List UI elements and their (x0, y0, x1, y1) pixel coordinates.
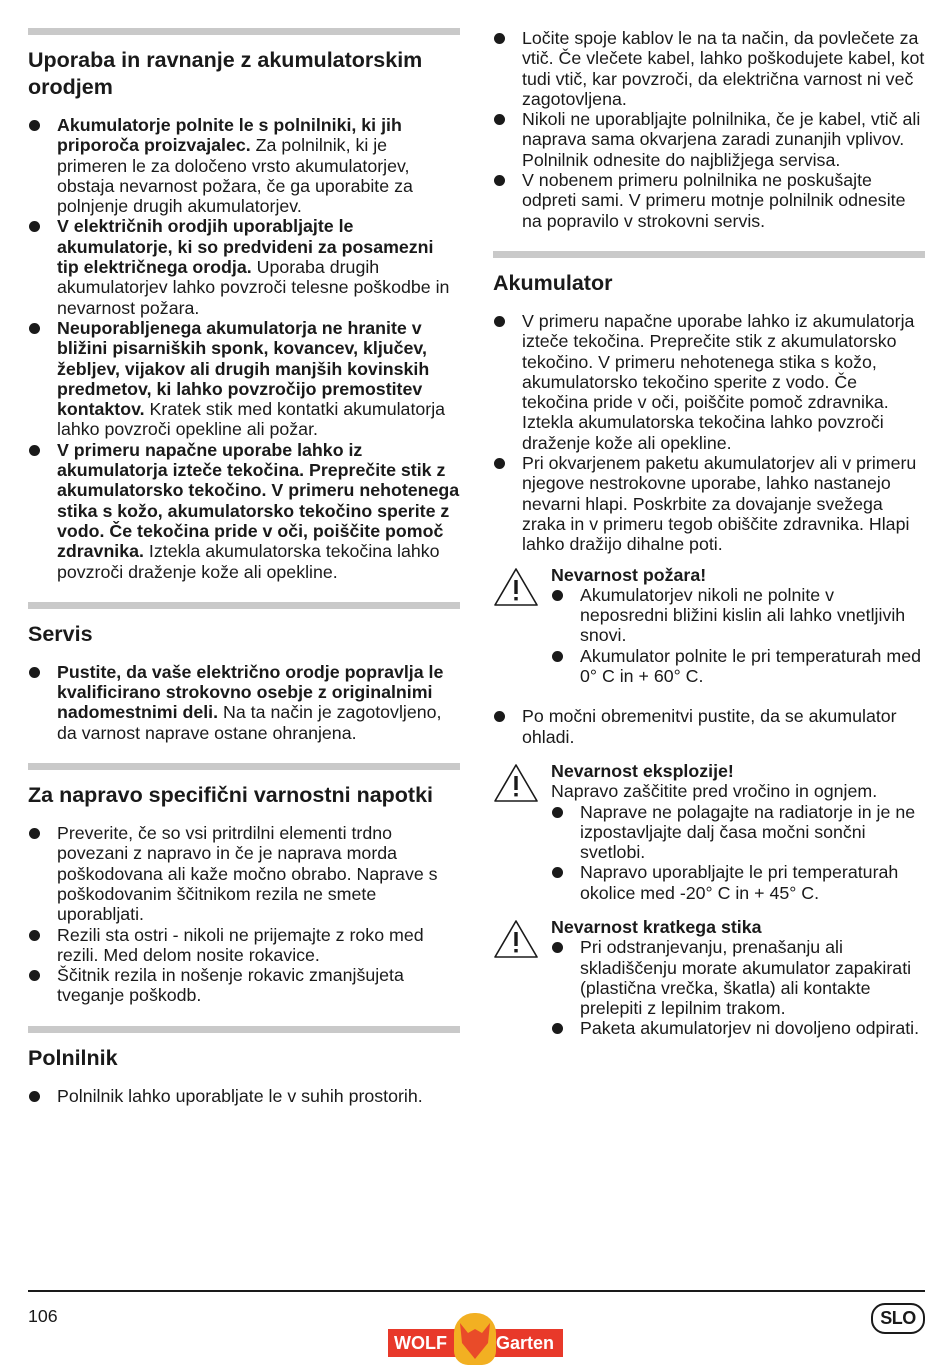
list-item: Polnilnik lahko uporabljate le v suhih prostorih. (28, 1086, 460, 1106)
footer-divider (28, 1290, 925, 1292)
section-rule (28, 602, 460, 609)
warning-triangle-icon (493, 919, 539, 959)
list-item: Rezili sta ostri - nikoli ne prijemajte z roko med rezili. Med delom nosite rokavice. (28, 925, 460, 966)
section-title-battery: Akumulator (493, 270, 613, 295)
warning-title: Nevarnost kratkega stika (551, 916, 762, 937)
list-item: Po močni obremenitvi pustite, da se akumulator ohladi. (493, 706, 925, 747)
section-rule (28, 1026, 460, 1033)
list-item: Akumulatorje polnite le s polnilniki, ki jih priporoča proizvajalec. Za polnilnik, ki je primeren le za določeno vrsto akumulatorjev, obstaja nevarnost požara, če ga uporabite za polnjenje drugih akumulatorjev. (28, 115, 460, 216)
section-rule (493, 251, 925, 258)
list-item: Nikoli ne uporabljajte polnilnika, če je kabel, vtič ali naprava sama okvarjena zaradi zunanjih vplivov. Polnilnik odnesite do najbližjega servisa. (493, 109, 925, 170)
list-item: Paketa akumulatorjev ni dovoljeno odpirati. (551, 1018, 925, 1038)
list-item: Pri odstranjevanju, prenašanju ali skladiščenju morate akumulator zapakirati (plastična vrečka, škatla) ali kontakte prelepiti z lepilnim trakom. (551, 937, 925, 1018)
list-item: Pustite, da vaše električno orodje popravlja le kvalificirano strokovno osebje z originalnimi nadomestnimi deli. Na ta način je zagotovljeno, da varnost naprave ostane ohranjena. (28, 662, 460, 743)
warning-text: Napravo zaščitite pred vročino in ognjem. (551, 781, 878, 802)
list-item: Ločite spoje kablov le na ta način, da povlečete za vtič. Če vlečete kabel, lahko poškodujete kabel, kot tudi vtič, kar povzroči, da električna varnost ni več zagotovljena. (493, 28, 925, 109)
language-badge: SLO (871, 1303, 925, 1334)
section-title-device-safety: Za napravo specifični varnostni napotki (28, 783, 434, 808)
usage-list (28, 115, 460, 582)
page-number: 106 (28, 1306, 58, 1326)
list-item: Ščitnik rezila in nošenje rokavic zmanjšujeta tveganje poškodb. (28, 965, 460, 1006)
charger-list (28, 1086, 460, 1106)
battery-cooldown-list (493, 706, 925, 747)
section-rule (28, 763, 460, 770)
logo-text-garten: Garten (496, 1333, 555, 1353)
list-item: V električnih orodjih uporabljajte le akumulatorje, ki so predvideni za posamezni tip električnega orodja. Uporaba drugih akumulatorjev lahko povzroči telesne poškodbe in nevarnost požara. (28, 216, 460, 317)
warning-fire (493, 565, 925, 687)
list-item: V nobenem primeru polnilnika ne poskušajte odpreti sami. V primeru motnje polnilnik odnesite na popravilo v strokovni servis. (493, 170, 925, 231)
list-item: Akumulatorjev nikoli ne polnite v neposredni bližini kislin ali lahko vnetljivih snovi. (551, 585, 925, 646)
section-title-charger: Polnilnik (28, 1045, 118, 1070)
warning-triangle-icon (493, 763, 539, 803)
list-item: V primeru napačne uporabe lahko iz akumulatorja izteče tekočina. Preprečite stik z akumulatorsko tekočino. V primeru nehotenega stika s kožo, akumulatorsko tekočino sperite z vodo. Če tekočina pride v oči, poiščite pomoč zdravnika. Iztekla akumulatorska tekočina lahko povzroči draženje kože ali opekline. (493, 311, 925, 453)
logo-text-wolf: WOLF (394, 1333, 447, 1353)
list-item: Neuporabljenega akumulatorja ne hranite v bližini pisarniških sponk, kovancev, ključev, žebljev, vijakov ali drugih manjših kovinskih predmetov, ki lahko povzročijo premostitev kontaktov. Kratek stik med kontatki akumulatorja lahko povzroči opekline ali požar. (28, 318, 460, 440)
service-list (28, 662, 460, 743)
wolf-garten-logo (388, 1313, 563, 1365)
list-item: Napravo uporabljajte le pri temperaturah okolice med -20° C in + 45° C. (551, 862, 925, 903)
list-item: V primeru napačne uporabe lahko iz akumulatorja izteče tekočina. Preprečite stik z akumulatorsko tekočino. V primeru nehotenega stika s kožo, akumulatorsko tekočino sperite z vodo. Če tekočina pride v oči, poiščite pomoč zdravnika. Iztekla akumulatorska tekočina lahko povzroči draženje kože ali opekline. (28, 440, 460, 582)
section-rule (28, 28, 460, 35)
warning-triangle-icon (493, 567, 539, 607)
warning-short-circuit (493, 917, 925, 1039)
section-title-service: Servis (28, 621, 93, 646)
device-safety-list (28, 823, 460, 1006)
warning-title: Nevarnost eksplozije! (551, 760, 734, 781)
list-item: Naprave ne polagajte na radiatorje in je ne izpostavljajte dalj časa močni sončni svetlobi. (551, 802, 925, 863)
list-item: Akumulator polnite le pri temperaturah med 0° C in + 60° C. (551, 646, 925, 687)
left-column (28, 28, 460, 1106)
list-item: Pri okvarjenem paketu akumulatorjev ali v primeru njegove nestrokovne uporabe, lahko nastanejo nevarni hlapi. Poskrbite za dovajanje svežega zraka in v primeru tegob obiščite zdravnika. Hlapi lahko dražijo dihalne poti. (493, 453, 925, 554)
warning-title: Nevarnost požara! (551, 564, 707, 585)
wolf-head-icon (454, 1313, 496, 1365)
charger-continued-list (493, 28, 925, 231)
section-title-usage: Uporaba in ravnanje z akumulatorskim orodjem (28, 48, 423, 99)
warning-explosion (493, 761, 925, 903)
battery-list (493, 311, 925, 555)
list-item: Preverite, če so vsi pritrdilni elementi trdno povezani z napravo in če je naprava morda poškodovana ali kaže močno obrabo. Naprave s poškodovanim ščitnikom rezila ne smete uporabljati. (28, 823, 460, 924)
right-column (493, 28, 925, 1039)
